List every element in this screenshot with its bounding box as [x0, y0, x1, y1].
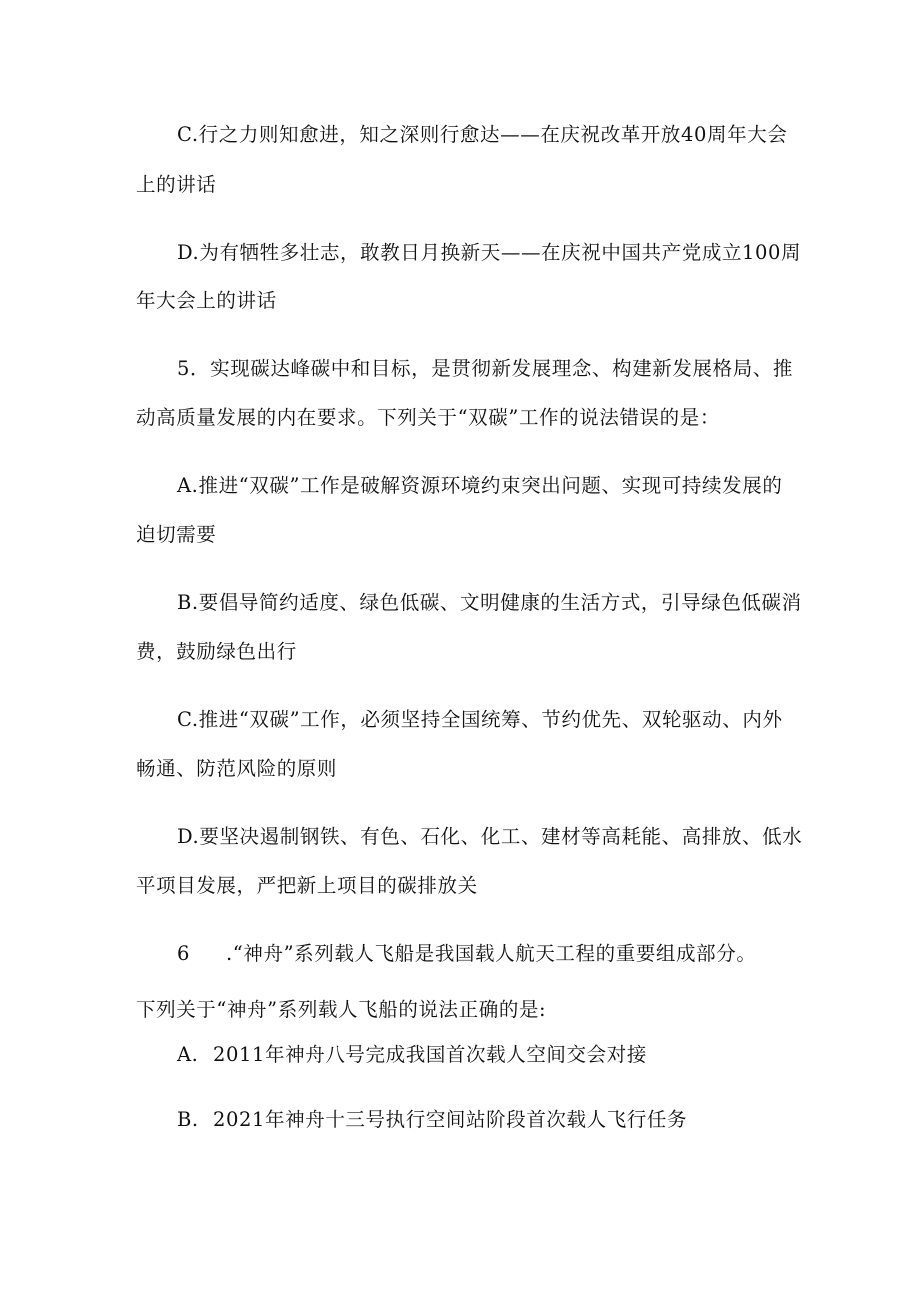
q6-option-a-text: 2011年神舟八号完成我国首次载人空间交会对接	[213, 1043, 647, 1066]
q5-stem-line1: 5．实现碳达峰碳中和目标，是贯彻新发展理念、构建新发展格局、推	[177, 357, 794, 380]
q4-option-d-line1: D.为有牺牲多壮志，敢教日月换新天——在庆祝中国共产党成立100周	[177, 241, 802, 264]
q6-number: 6	[177, 942, 191, 965]
q5-option-d-line1: D.要坚决遏制钢铁、有色、石化、化工、建材等高耗能、高排放、低水	[177, 825, 803, 848]
q5-option-b-line1: B.要倡导简约适度、绿色低碳、文明健康的生活方式，引导绿色低碳消	[177, 591, 802, 614]
q5-stem-line2: 动高质量发展的内在要求。下列关于“双碳”工作的说法错误的是：	[136, 406, 720, 429]
q5-option-d-line2: 平项目发展，严把新上项目的碳排放关	[136, 874, 478, 897]
q6-stem-line1: .“神舟”系列载人飞船是我国载人航天工程的重要组成部分。	[226, 942, 757, 965]
q4-option-c-line1: C.行之力则知愈进，知之深则行愈达——在庆祝改革开放40周年大会	[177, 123, 788, 146]
q5-option-c-line2: 畅通、防范风险的原则	[136, 757, 338, 780]
q5-option-a-line2: 迫切需要	[136, 523, 217, 546]
q6-option-b-text: 2021年神舟十三号执行空间站阶段首次载人飞行任务	[213, 1108, 688, 1131]
q4-option-c-line2: 上的讲话	[136, 173, 217, 196]
q5-option-a-line1: A.推进“双碳”工作是破解资源环境约束突出问题、实现可持续发展的	[177, 474, 783, 497]
q6-stem-line2: 下列关于“神舟”系列载人飞船的说法正确的是:	[136, 998, 547, 1021]
q6-option-b-label: B.	[177, 1108, 199, 1131]
q5-option-b-line2: 费，鼓励绿色出行	[136, 640, 297, 663]
q5-option-c-line1: C.推进“双碳”工作，必须坚持全国统筹、节约优先、双轮驱动、内外	[177, 708, 783, 731]
q6-option-a-label: A.	[177, 1043, 199, 1066]
q4-option-d-line2: 年大会上的讲话	[136, 289, 277, 312]
